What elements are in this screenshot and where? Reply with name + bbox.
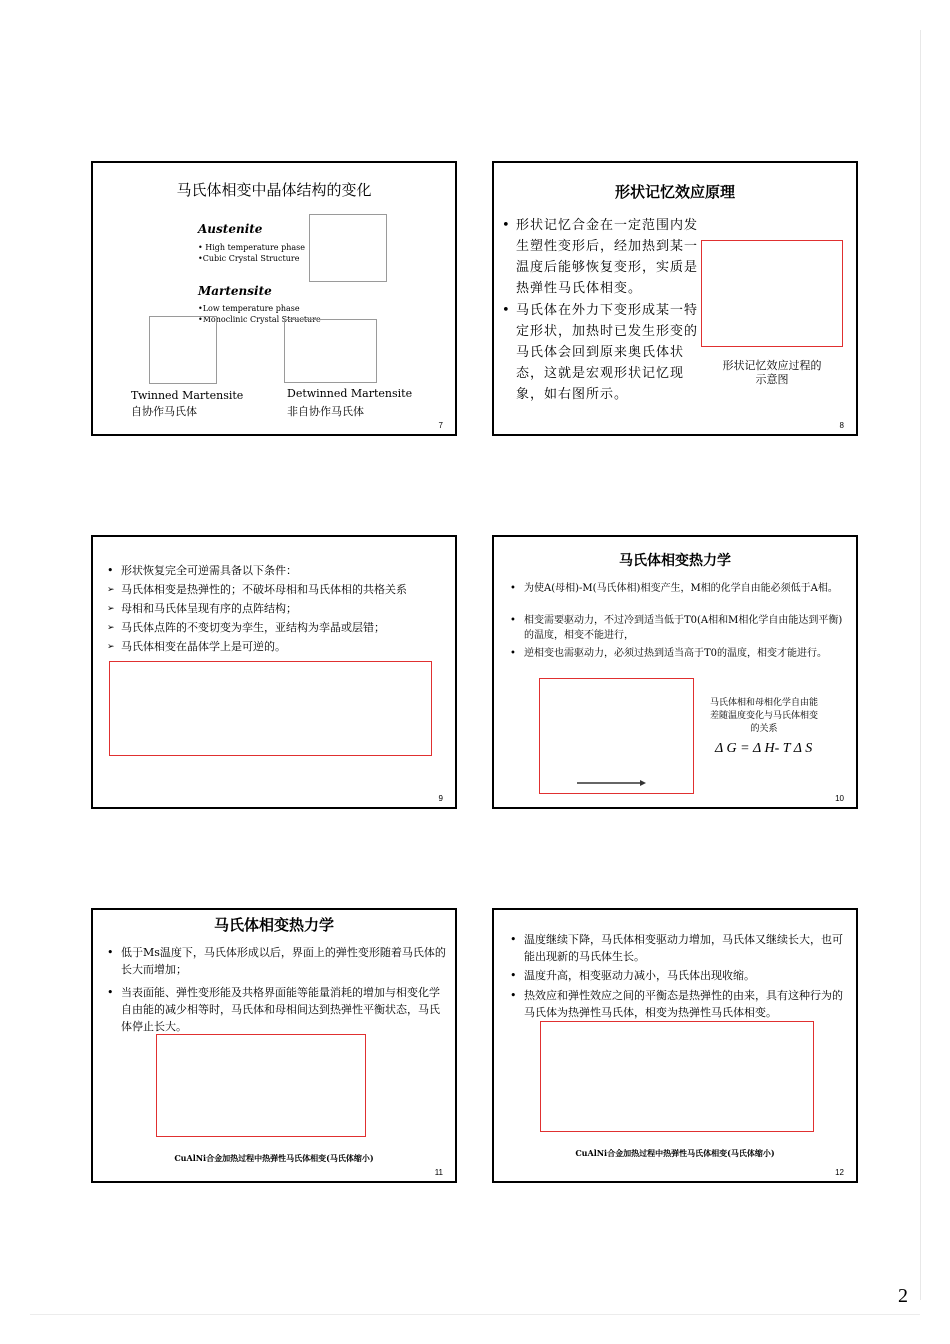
arrow-bullet-item <box>107 638 447 656</box>
slide-number: 8 <box>839 421 844 430</box>
bullet-item <box>502 300 700 405</box>
slide-title: 马氏体相变热力学 <box>619 553 731 569</box>
detwinned-label-cn: 非自协作马氏体 <box>287 405 364 418</box>
free-energy-diagram-placeholder <box>539 678 694 794</box>
bullet-item <box>510 581 850 596</box>
bullet-item <box>107 562 447 580</box>
bullet-item <box>510 967 852 984</box>
bullet-text: 母相和马氏体呈现有序的点阵结构； <box>121 602 297 615</box>
bullet-item <box>502 215 700 299</box>
page-number: 2 <box>898 1285 908 1307</box>
page-edge-right <box>920 30 921 1300</box>
detwinned-label-en: Detwinned Martensite <box>287 387 413 400</box>
image-caption: CuAlNi合金加热过程中热弹性马氏体相变(马氏体缩小) <box>575 1148 775 1158</box>
arrow-bullet-icon: ➢ <box>107 642 115 652</box>
bullet-text: 马氏体点阵的不变切变为孪生，亚结构为孪晶或层错； <box>121 621 385 634</box>
image-placeholder <box>109 661 432 756</box>
detwinned-image-placeholder <box>284 319 377 383</box>
twinned-image-placeholder <box>149 316 217 384</box>
diagram-caption: 马氏体相和母相化学自由能差随温度变化与马氏体相变的关系 <box>710 698 819 734</box>
image-placeholder <box>156 1034 366 1137</box>
slide-number: 10 <box>835 794 844 803</box>
bullet-text: 形状恢复完全可逆需具备以下条件： <box>121 564 297 577</box>
arrow-bullet-icon: ➢ <box>107 604 115 614</box>
slide-9 <box>91 535 457 809</box>
austenite-heading: Austenite <box>198 222 263 236</box>
slide-number: 9 <box>438 794 443 803</box>
austenite-line-1: • High temperature phase <box>198 243 305 252</box>
slide-title: 马氏体相变中晶体结构的变化 <box>176 181 372 199</box>
bullet-dot: • <box>107 946 114 959</box>
twinned-label-en: Twinned Martensite <box>131 389 244 402</box>
image-placeholder <box>540 1021 814 1132</box>
bullet-text: 相变需要驱动力，不过冷到适当低于T0(A相和M相化学自由能达到平衡)的温度，相变不能进行， <box>524 615 843 641</box>
martensite-line-2: •Monoclinic Crystal Structure <box>198 315 321 324</box>
bullet-text: 逆相变也需驱动力，必须过热到适当高于T0的温度，相变才能进行。 <box>524 648 828 659</box>
bullet-text: 形状记忆合金在一定范围内发生塑性变形后，经加热到某一温度后能够恢复变形，实质是热弹性马氏体相变。 <box>516 218 699 296</box>
austenite-line-2: •Cubic Crystal Structure <box>198 254 300 263</box>
bullet-dot: • <box>510 933 517 946</box>
page-edge-bottom <box>30 1314 920 1315</box>
slide-number: 11 <box>434 1168 443 1177</box>
bullet-text: 马氏体相变在晶体学上是可逆的。 <box>121 640 286 653</box>
bullet-text: 低于Ms温度下，马氏体形成以后，界面上的弹性变形随着马氏体的长大而增加； <box>121 946 446 976</box>
bullet-dot: • <box>510 969 517 982</box>
bullet-dot: • <box>510 648 516 659</box>
twinned-label-cn: 自协作马氏体 <box>131 405 197 418</box>
slide-title: 形状记忆效应原理 <box>614 183 735 201</box>
slide-number: 7 <box>438 421 443 430</box>
bullet-item <box>510 931 852 965</box>
martensite-line-1: •Low temperature phase <box>198 304 300 313</box>
martensite-heading: Martensite <box>198 284 272 298</box>
slide-11 <box>91 908 457 1183</box>
arrow-bullet-item <box>107 619 447 637</box>
slide-title: 马氏体相变热力学 <box>213 916 334 934</box>
arrow-icon <box>540 679 695 795</box>
bullet-text: 温度升高，相变驱动力减小，马氏体出现收缩。 <box>524 969 755 982</box>
diagram-caption: 形状记忆效应过程的示意图 <box>722 359 822 386</box>
shape-memory-diagram-placeholder <box>701 240 843 347</box>
bullet-text: 马氏体在外力下变形成某一特定形状，加热时已发生形变的马氏体会回到原来奥氏体状态，这就是宏观形状记忆现象，如右图所示。 <box>516 303 699 402</box>
bullet-item <box>510 987 852 1021</box>
arrow-bullet-item <box>107 600 447 618</box>
bullet-dot: • <box>107 986 114 999</box>
bullet-item <box>107 944 447 978</box>
bullet-dot: • <box>510 989 517 1002</box>
slide-8 <box>492 161 858 436</box>
slide-7 <box>91 161 457 436</box>
bullet-dot: • <box>502 303 510 318</box>
gibbs-formula: Δ G = Δ H- T Δ S <box>715 741 813 756</box>
slide-12 <box>492 908 858 1183</box>
bullet-text: 当表面能、弹性变形能及共格界面能等能量消耗的增加与相变化学自由能的减少相等时，马氏体和母相间达到热弹性平衡状态，马氏体停止长大。 <box>121 986 440 1033</box>
image-caption: CuAlNi合金加热过程中热弹性马氏体相变(马氏体缩小) <box>174 1153 374 1163</box>
bullet-dot: • <box>107 564 114 577</box>
bullet-text: 马氏体相变是热弹性的；不破坏母相和马氏体相的共格关系 <box>121 583 407 596</box>
bullet-text: 为使A(母相)-M(马氏体相)相变产生，M相的化学自由能必须低于A相。 <box>524 583 838 594</box>
slide-number: 12 <box>835 1168 844 1177</box>
bullet-dot: • <box>510 583 516 594</box>
bullet-item <box>510 646 850 661</box>
slide-10 <box>492 535 858 809</box>
arrow-bullet-icon: ➢ <box>107 585 115 595</box>
bullet-text: 热效应和弹性效应之间的平衡态是热弹性的由来，具有这种行为的马氏体为热弹性马氏体，相变为热弹性马氏体相变。 <box>524 989 843 1019</box>
bullet-text: 温度继续下降，马氏体相变驱动力增加，马氏体又继续长大，也可能出现新的马氏体生长。 <box>524 933 843 963</box>
arrow-bullet-item <box>107 581 447 599</box>
bullet-item <box>510 613 850 643</box>
bullet-item <box>107 984 447 1035</box>
austenite-image-placeholder <box>309 214 387 282</box>
arrow-bullet-icon: ➢ <box>107 623 115 633</box>
bullet-dot: • <box>502 218 510 233</box>
bullet-dot: • <box>510 615 516 626</box>
